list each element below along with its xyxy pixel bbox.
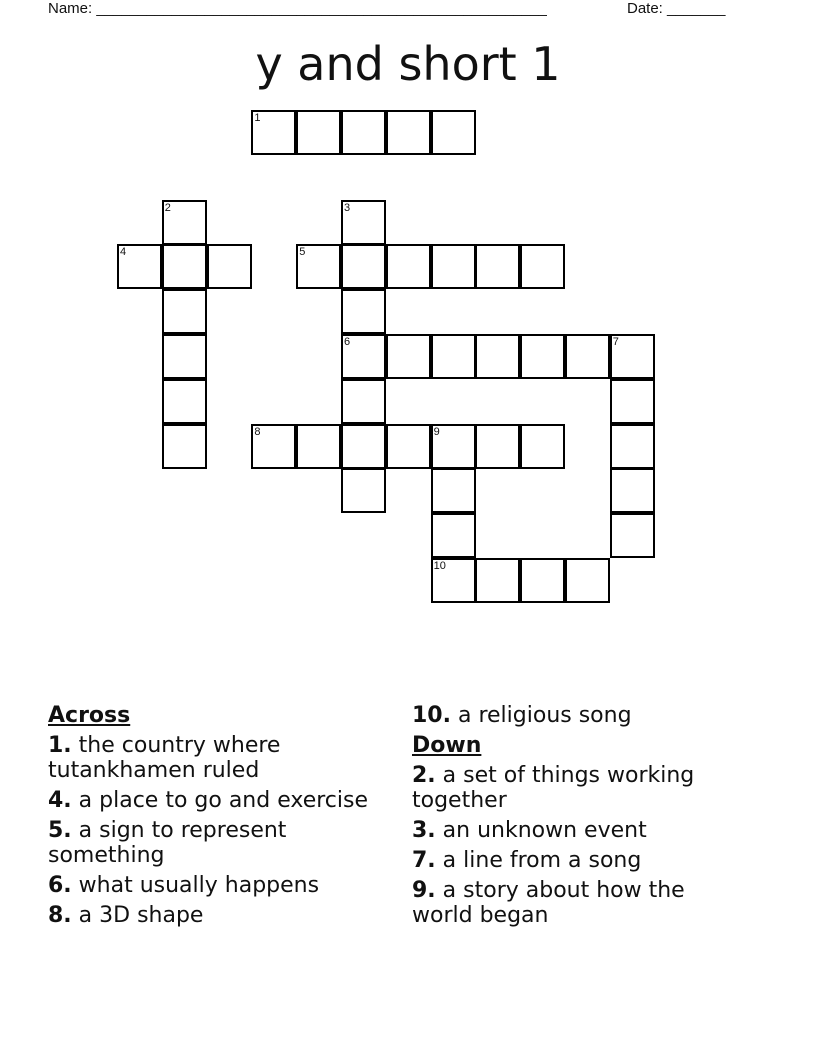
crossword-cell[interactable] — [341, 200, 386, 245]
crossword-cell[interactable] — [341, 110, 386, 155]
clue-number: 2 — [164, 201, 171, 214]
crossword-cell[interactable] — [162, 334, 207, 379]
crossword-cell[interactable] — [162, 424, 207, 469]
crossword-cell[interactable] — [162, 244, 207, 289]
clue-number: 9 — [433, 425, 440, 438]
crossword-cell[interactable] — [565, 334, 610, 379]
crossword-cell[interactable] — [296, 244, 341, 289]
clue-number: 4 — [120, 246, 127, 259]
crossword-cell[interactable] — [386, 244, 431, 289]
crossword-cell[interactable] — [475, 244, 520, 289]
down-heading: Down — [412, 733, 482, 758]
crossword-cell[interactable] — [475, 334, 520, 379]
crossword-cell[interactable] — [431, 513, 476, 558]
clue-number: 7 — [612, 336, 619, 348]
clue-number: 8 — [254, 425, 261, 438]
crossword-cell[interactable] — [431, 468, 476, 513]
clues-column-right — [412, 703, 742, 933]
clue-number: 3 — [344, 201, 351, 214]
crossword-cell[interactable] — [431, 334, 476, 379]
crossword-cell[interactable] — [610, 379, 655, 424]
crossword-cell[interactable] — [610, 424, 655, 469]
crossword-cell[interactable] — [117, 244, 162, 289]
across-heading: Across — [48, 703, 131, 728]
clue-number: 10 — [433, 560, 446, 572]
crossword-cell[interactable] — [341, 334, 386, 379]
crossword-cell[interactable] — [162, 289, 207, 334]
down-clue: 9. a story about how the world began — [412, 878, 685, 928]
clue-number: 1 — [254, 112, 261, 124]
crossword-cell[interactable] — [520, 334, 565, 379]
crossword-cell[interactable] — [162, 200, 207, 245]
across-clue: 10. a religious song — [412, 703, 632, 728]
crossword-cell[interactable] — [520, 424, 565, 469]
across-clue: 5. a sign to represent something — [48, 818, 287, 868]
down-clue: 3. an unknown event — [412, 818, 647, 843]
crossword-cell[interactable] — [520, 244, 565, 289]
crossword-cell[interactable] — [520, 558, 565, 603]
crossword-cell[interactable] — [431, 244, 476, 289]
clue-number: 5 — [299, 246, 306, 259]
crossword-cell[interactable] — [431, 110, 476, 155]
crossword-cell[interactable] — [610, 334, 655, 379]
crossword-cell[interactable] — [251, 110, 296, 155]
crossword-cell[interactable] — [386, 424, 431, 469]
crossword-cell[interactable] — [431, 424, 476, 469]
name-field-label: Name: ______________________________________________________ — [48, 0, 547, 17]
down-clue: 2. a set of things working together — [412, 763, 695, 813]
crossword-cell[interactable] — [386, 334, 431, 379]
crossword-cell[interactable] — [475, 558, 520, 603]
crossword-cell[interactable] — [341, 244, 386, 289]
crossword-cell[interactable] — [475, 424, 520, 469]
crossword-cell[interactable] — [610, 468, 655, 513]
puzzle-title: y and short 1 — [255, 37, 561, 91]
crossword-cell[interactable] — [162, 379, 207, 424]
crossword-cell[interactable] — [341, 468, 386, 513]
crossword-cell[interactable] — [341, 424, 386, 469]
crossword-cell[interactable] — [207, 244, 252, 289]
crossword-cell[interactable] — [341, 289, 386, 334]
date-field-label: Date: _______ — [627, 0, 726, 17]
crossword-cell[interactable] — [251, 424, 296, 469]
across-clue: 8. a 3D shape — [48, 903, 204, 928]
crossword-cell[interactable] — [386, 110, 431, 155]
crossword-cell[interactable] — [341, 379, 386, 424]
clues-column-left — [48, 703, 398, 933]
crossword-cell[interactable] — [296, 424, 341, 469]
crossword-cell[interactable] — [565, 558, 610, 603]
down-clue: 7. a line from a song — [412, 848, 642, 873]
clue-number: 6 — [344, 336, 351, 348]
crossword-cell[interactable] — [431, 558, 476, 603]
crossword-cell[interactable] — [296, 110, 341, 155]
across-clue: 1. the country where tutankhamen ruled — [48, 733, 281, 783]
across-clue: 6. what usually happens — [48, 873, 320, 898]
crossword-cell[interactable] — [610, 513, 655, 558]
across-clue: 4. a place to go and exercise — [48, 788, 369, 813]
